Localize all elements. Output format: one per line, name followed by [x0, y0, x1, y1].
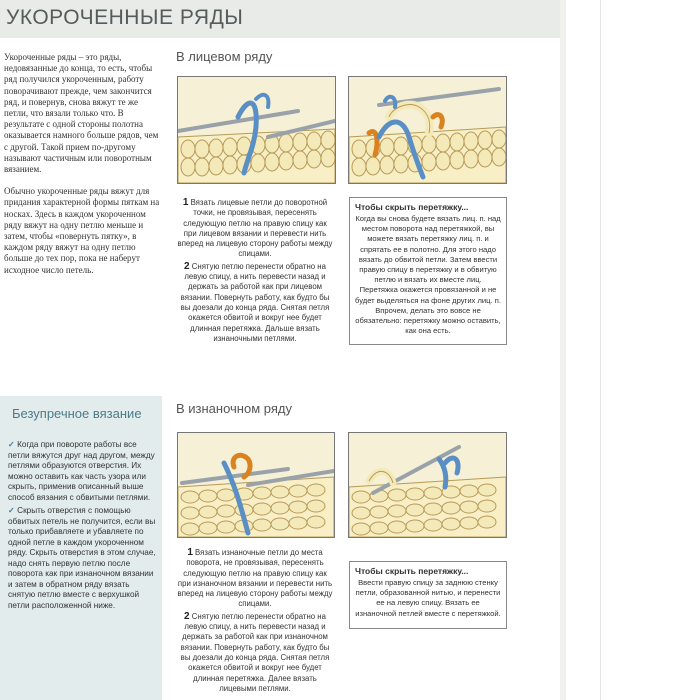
knit-steps [176, 198, 334, 346]
purl-hint-text: Ввести правую спицу за заднюю стенку петли, образованной нитью, и перенести ее на левую спицу. Вязать ее изнаночной петлей вместе с перетяжкой. [355, 578, 501, 618]
knit-illustration-2 [348, 76, 507, 184]
check-icon: ✓ [8, 440, 15, 449]
edge-stripe-2 [600, 0, 601, 700]
purl-step-1-text: Вязать изнаночные петли до места поворота, не провязывая, пересенять следующую петлю на правую спицу как при изнаночном вязании и перевести нить вперед на лицевую сторону работы между спицами. [177, 548, 333, 609]
knit-step-1-text: Вязать лицевые петли до поворотной точки, не провязывая, пересенять следующую петлю на правую спицу как при лицевом вязании и перевести нить вперед на лицевую сторону работы между спицами. [177, 198, 333, 259]
intro-paragraph-2: Обычно укороченные ряды вяжут для придания характерной формы пяткам на носках. Здесь в каждом укороченном ряду вяжут на одну петлю меньше и затем, чтобы «повернуть пятку», в каждом ряду вяжут на одну петлю больше до тех пор, пока не наберут исходное число петель. [4, 186, 160, 275]
sidebar-items [8, 440, 156, 614]
sidebar-item-1-text: Когда при повороте работы все петли вяжутся друг над другом, между петлями образуются отверстия. Их можно оставить как часть узора или скрыть, применив описанный выше способ вязания с обвитыми петлями. [8, 440, 155, 502]
knit-hint-title: Чтобы скрыть перетяжку... [355, 202, 469, 212]
knit-hint-text: Когда вы снова будете вязать лиц. п. над местом поворота над перетяжкой, вы можете вязать перетяжку лиц. п. и спрятать ее в полотно. Для этого надо вязать до обвитой петли. Затем ввести правую спицу в перетяжку и в обвитую петлю и вязать их вместе лиц. Перетяжка окажется провязанной и не будет выделяться на фоне других лиц. п. Впрочем, делать это вовсе не обязательно: перетяжку можно оставить, как она есть. [355, 214, 501, 336]
purl-step-2-number: 2 [184, 610, 190, 622]
purl-section-heading: В изнаночном ряду [176, 401, 292, 416]
purl-step-1 [176, 548, 334, 610]
knit-illustration-1 [177, 76, 336, 184]
sidebar-item-1 [8, 440, 156, 503]
page-title: УКОРОЧЕННЫЕ РЯДЫ [6, 6, 244, 29]
sidebar-item-2 [8, 506, 156, 611]
purl-steps [176, 548, 334, 696]
sidebar-title: Безупречное вязание [12, 406, 142, 421]
knit-step-1-number: 1 [182, 197, 189, 208]
intro-text [4, 52, 162, 287]
purl-illustration-2 [348, 432, 507, 538]
knit-step-2-number: 2 [184, 260, 190, 272]
knit-step-1 [176, 198, 334, 260]
purl-illustration-1 [177, 432, 335, 538]
knit-step-2-text: Снятую петлю перенести обратно на левую спицу, а нить перевести назад и держать за работой как при лицевом вязании. Повернуть работу, как будто бы вы доезали до конца ряда. Снятая петля окажется обвитой и вокруг нее будет длинная перетяжка. Дальше вязать изнаночными петлями. [180, 261, 330, 343]
purl-step-2 [176, 612, 334, 694]
purl-step-1-number: 1 [187, 547, 193, 558]
knit-step-2 [176, 262, 334, 344]
purl-hint-box [349, 561, 507, 629]
knit-section-heading: В лицевом ряду [176, 49, 273, 64]
intro-paragraph-1: Укороченные ряды – это ряды, недовязанные до конца, то есть, чтобы ряд получился укороченным, работу поворачивают прежде, чем закончится ряд, и повернув, снова вяжут те же петли, что вязали только что. В результате с одной стороны полотна оказывается намного больше рядов, чем с другой. Такой прием по-другому называют частичным или поворотным вязанием. [4, 52, 159, 175]
knit-hint-box [349, 197, 507, 345]
sidebar-item-2-text: Скрыть отверстия с помощью обвитых петель не получится, если вы только прибавляете и убавляете по одной петле в каждом укороченном ряду. Скрыть отверстия в этом случае, надо снять первую петлю после поворота как при изнаночном вязании и затем в обратном ряду вязать снятую петлю вместе с верхушкой петли расположенной ниже. [8, 506, 156, 610]
check-icon: ✓ [8, 506, 15, 515]
purl-hint-title: Чтобы скрыть перетяжку... [355, 566, 469, 576]
edge-stripe-1 [560, 0, 566, 700]
sidebar-panel [0, 396, 162, 700]
purl-step-2-text: Снятую петлю перенести обратно на левую спицу, а нить перевести назад и держать за работой как при изнаночном вязании. Повернуть работу, как будто бы вы доезали до конца ряда. Снятая петля окажется обвитой и вокруг нее будет длинная перетяжка. Далее вязать лицевыми петлями. [180, 611, 330, 693]
